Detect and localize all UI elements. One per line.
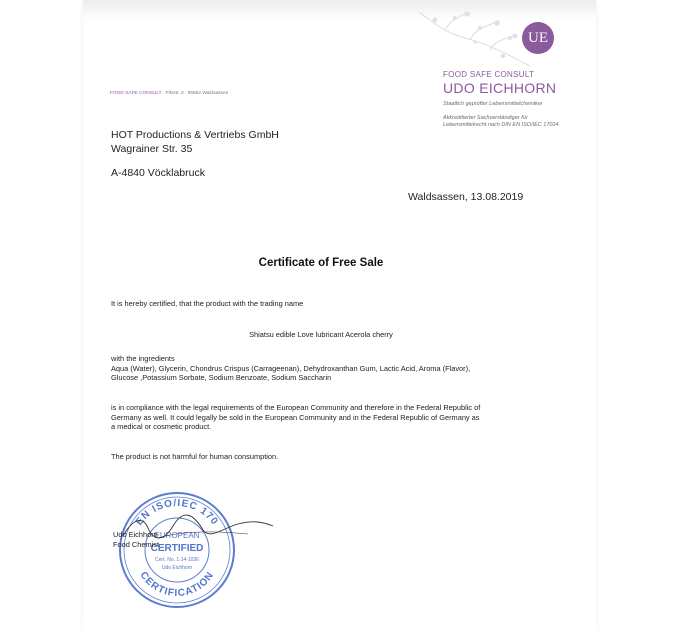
company-logo: UE [522,22,554,54]
place-date: Waldsassen, 13.08.2019 [408,191,524,203]
stamp-top-text: EN ISO/IEC 170 [133,497,221,528]
sender-line [110,91,228,96]
compliance-line-1: is in compliance with the legal requirements of the European Community and therefore in the Federal Republic of [111,403,481,412]
stamp-cert-no: Cert. No. 1.14-1036 [155,557,199,563]
ingredients-block [111,354,470,383]
signer-block [113,530,159,549]
harmless-statement: The product is not harmful for human consumption. [111,452,279,461]
ingredients-line-2: Glucose ,Potassium Sorbate, Sodium Benzoate, Sodium Saccharin [111,373,332,382]
ingredients-label: with the ingredients [111,354,175,363]
brand-subtitle-2 [443,115,559,129]
svg-text:CERTIFICATION [138,570,217,599]
signer-role: Food Chemist [113,539,160,549]
recipient-company: HOT Productions & Vertriebs GmbH [111,129,279,141]
intro-text: It is hereby certified, that the product with the trading name [111,299,304,308]
compliance-block [111,403,480,432]
brand-subtitle-1: Staatlich geprüfter Lebensmittelchemiker [443,101,543,107]
compliance-line-3: a medical or cosmetic product. [111,422,212,431]
branch-decoration-icon [415,8,535,68]
stamp-holder: Udo Eichhorn [161,565,193,571]
stamp-middle-1: EUROPEAN [154,531,200,540]
brand-subtitle-2-line1: Akkreditierter Sachverständiger für [443,115,528,121]
stamp-bottom-text: CERTIFICATION [137,569,217,600]
sender-name: FOOD SAFE CONSULT [110,91,162,96]
document-title: Certificate of Free Sale [258,257,384,269]
ingredients-line-1: Aqua (Water), Glycerin, Chondrus Crispus (Carrageenan), Dehydroxanthan Gum, Lactic Acid, Aroma (Flavor), [111,363,471,373]
stamp-middle-2: CERTIFIED [150,543,204,554]
compliance-line-2: Germany as well. It could legally be sold in the European Community and in the Federal Republic of Germany as [111,412,480,422]
brand-name: UDO EICHHORN [443,80,557,96]
recipient-city: A-4840 Vöcklabruck [111,167,205,179]
signer-name: Udo Eichhorn [113,530,158,539]
brand-subtitle-2-line2: Lebensmittelrecht nach DIN EN ISO/IEC 17024 [443,122,559,128]
brand-tagline: FOOD SAFE CONSULT [443,70,535,79]
sender-address: . Pilzstr. 2 . 95652 Waldsassen [161,91,229,96]
product-name: Shiatsu edible Love lubricant Acerola cherry [249,330,393,339]
recipient-street: Wagrainer Str. 35 [111,143,193,155]
